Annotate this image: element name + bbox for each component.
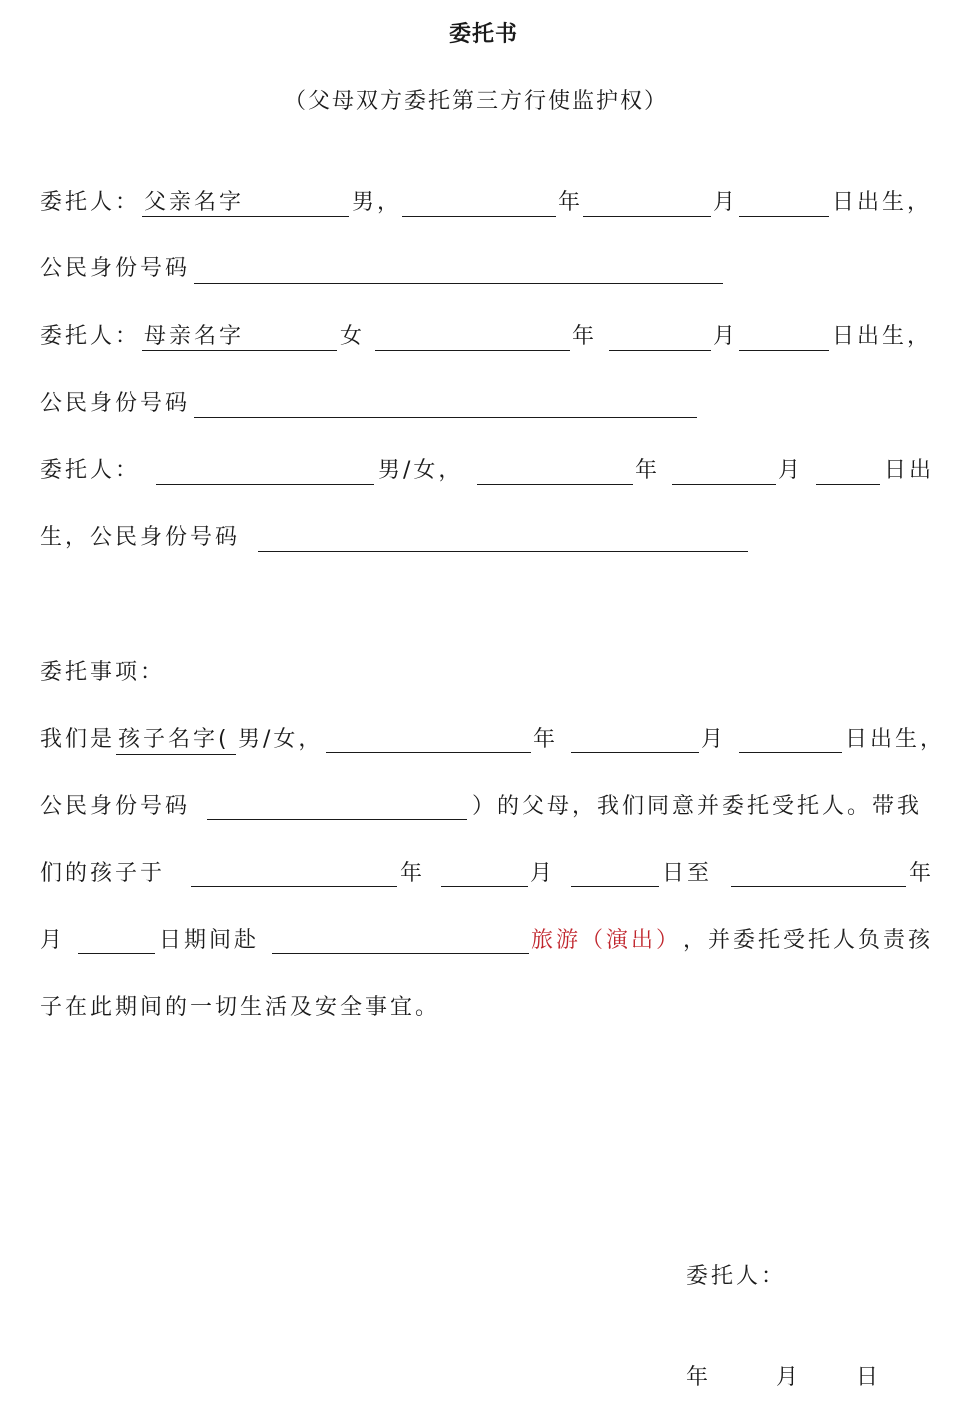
- child-birth-month-field[interactable]: [571, 752, 699, 753]
- birth-year-field[interactable]: [375, 350, 570, 351]
- start-year-field[interactable]: [191, 886, 397, 887]
- birth-day-field[interactable]: [739, 350, 829, 351]
- day-to-label: 日至: [662, 861, 713, 886]
- child-name-placeholder: 孩子名字(: [118, 727, 230, 752]
- birth-month-field[interactable]: [609, 350, 711, 351]
- father-id-field[interactable]: [194, 283, 723, 284]
- gender-label: 女: [340, 324, 366, 349]
- month-label: 月: [713, 324, 739, 349]
- end-year-field[interactable]: [731, 886, 906, 887]
- matters-line2-text: ）的父母，我们同意并委托受托人。带我: [472, 794, 923, 819]
- matters-line5-text: 子在此期间的一切生活及安全事宜。: [40, 995, 441, 1020]
- signature-label: 委托人：: [686, 1264, 787, 1289]
- child-name-field[interactable]: [116, 754, 236, 755]
- year-label: 年: [533, 727, 559, 752]
- child-birth-year-field[interactable]: [326, 752, 531, 753]
- year-label: 年: [558, 190, 584, 215]
- day-period-label: 日期间赴: [159, 928, 260, 953]
- signature-day: 日: [856, 1365, 882, 1390]
- year-label: 年: [400, 861, 426, 886]
- id-label: 公民身份号码: [40, 256, 191, 281]
- third-id-field[interactable]: [258, 551, 748, 552]
- year-label: 年: [572, 324, 598, 349]
- principal-label: 委托人：: [40, 324, 141, 349]
- signature-month: 月: [776, 1365, 802, 1390]
- start-day-field[interactable]: [571, 886, 659, 887]
- principal-label: 委托人：: [40, 458, 141, 483]
- month-label: 月: [40, 928, 66, 953]
- matters-line4-text: ，并委托受托人负责孩: [683, 928, 934, 953]
- principal-label: 委托人：: [40, 190, 141, 215]
- birth-label: 日出生，: [845, 727, 946, 752]
- matters-line1-prefix: 我们是: [40, 727, 116, 752]
- child-id-field[interactable]: [207, 819, 467, 820]
- birth-month-field[interactable]: [583, 216, 711, 217]
- child-gender-label: 男/女，: [238, 727, 324, 752]
- matters-line3-prefix: 们的孩子于: [40, 861, 166, 886]
- start-month-field[interactable]: [441, 886, 528, 887]
- purpose-label: 旅游（演出）: [531, 928, 682, 953]
- birth-month-field[interactable]: [672, 484, 776, 485]
- birth-year-field[interactable]: [477, 484, 633, 485]
- id-label: 公民身份号码: [40, 391, 191, 416]
- end-month-day-field[interactable]: [78, 953, 155, 954]
- month-label: 月: [778, 458, 804, 483]
- document-title: 委托书: [449, 22, 519, 47]
- mother-name-placeholder: 母亲名字: [144, 324, 245, 349]
- gender-label: 男/女，: [378, 458, 464, 483]
- year-label: 年: [909, 861, 935, 886]
- document-subtitle: （父母双方委托第三方行使监护权）: [284, 89, 669, 114]
- mother-id-field[interactable]: [194, 417, 697, 418]
- birth-day-field[interactable]: [816, 484, 880, 485]
- year-label: 年: [635, 458, 661, 483]
- id-label: 生，公民身份号码: [40, 525, 241, 550]
- destination-field[interactable]: [272, 953, 529, 954]
- month-label: 月: [713, 190, 739, 215]
- birth-year-field[interactable]: [402, 216, 556, 217]
- month-label: 月: [530, 861, 556, 886]
- birth-label: 日出生，: [832, 190, 933, 215]
- matters-heading: 委托事项：: [40, 660, 166, 685]
- child-birth-day-field[interactable]: [739, 752, 842, 753]
- birth-day-field[interactable]: [739, 216, 829, 217]
- father-name-placeholder: 父亲名字: [144, 190, 245, 215]
- signature-year: 年: [686, 1365, 712, 1390]
- gender-label: 男，: [352, 190, 403, 215]
- month-label: 月: [701, 727, 727, 752]
- mother-name-field[interactable]: [142, 350, 337, 351]
- father-name-field[interactable]: [142, 216, 349, 217]
- third-name-field[interactable]: [156, 484, 374, 485]
- child-id-label: 公民身份号码: [40, 794, 191, 819]
- birth-label: 日出: [884, 458, 935, 483]
- birth-label: 日出生，: [832, 324, 933, 349]
